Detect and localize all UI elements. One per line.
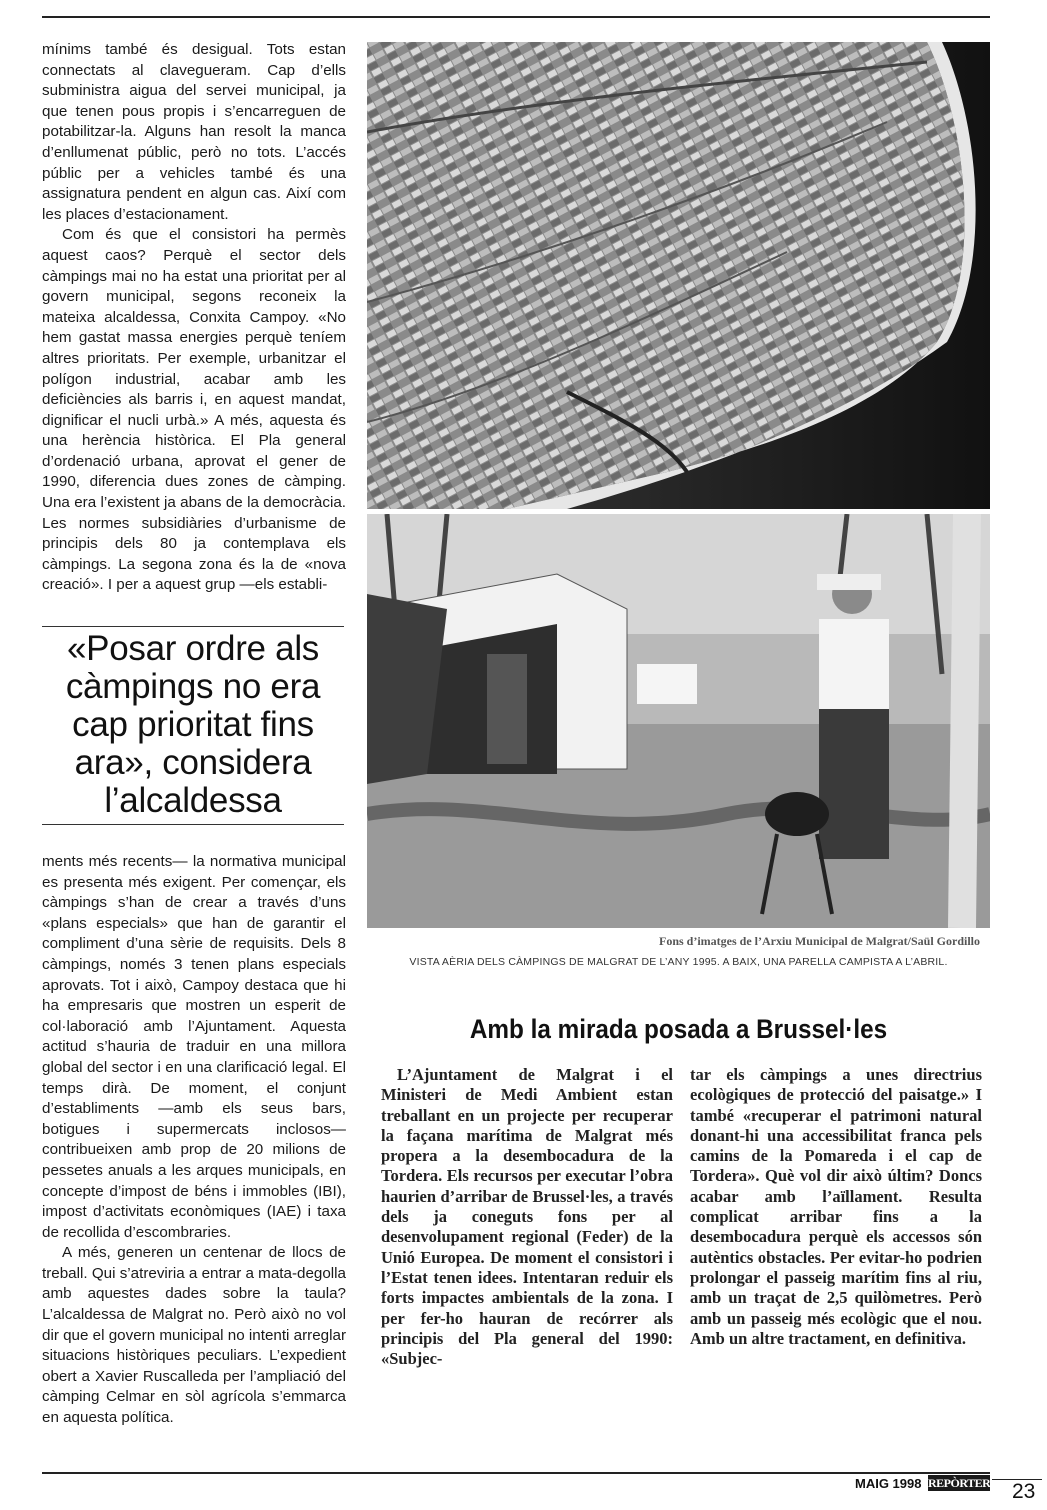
page-number: 23 (1012, 1480, 1036, 1503)
article-paragraph: Com és que el consistori ha permès aquest caos? Perquè el sector dels càmpings mai no ha estat una prioritat per al govern municipal, segons reconeix la mateixa alcaldessa, Conxita Campoy. «No hem gastat massa energies perquè teníem altres prioritats. Per exemple, urbanitzar el polígon industrial, acabar amb les deficiències als barris i, en aquest mandat, dignificar el nucli urbà.» A més, aquesta és una herència històrica. El Pla general d’ordenació urbana, aprovat el gener de 1990, diferencia dues zones de càmping. Una era l’existent ja abans de la democràcia. Les normes subsidiàries d’urbanisme de principis dels 80 ja contemplava els càmpings. La segona zona és la de «nova creació». I per a aquest grup —els establi- (42, 226, 346, 594)
pullquote-bottom-rule (42, 824, 344, 825)
issue-date: MAIG 1998 (855, 1476, 922, 1491)
pullquote: «Posar ordre als càmpings no era cap prioritat fins ara», considera l’alcaldessa (65, 629, 321, 820)
article-paragraph: mínims també és desigual. Tots estan connectats al clavegueram. Cap d’ells subministra aigua del servei municipal, ja que tenen pous propis i s’encarreguen de potabilitzar-la. Alguns han resolt la manca d’enllumenat públic, però no tots. L’accés públic per a vehicles també és una assignatura pendent en algun cas. Així com les places d’estacionament. (42, 41, 346, 223)
article-column-1 (42, 40, 346, 596)
bottom-rule (42, 1472, 990, 1474)
sidebar-column-2: tar els càmpings a unes directrius ecològiques de protecció del paisatge.» I també «recuperar el patrimoni natural donant-hi una accessibilitat franca pels camins de la Pomareda i el cap de Tordera». Què vol dir això últim? Doncs acabar amb l’aïllament. Resulta complicat arribar fins a la desembocadura perquè els accessos són autèntics obstacles. Per evitar-ho podrien prolongar el passeig marítim fins al riu, amb un traçat de 2,5 quilòmetres. Però amb un passeig més ecològic que el nou. Amb un altre tractament, en definitiva. (690, 1065, 982, 1348)
camping-couple-photo (367, 514, 990, 928)
article-paragraph: A més, generen un centenar de llocs de treball. Qui s’atreviria a entrar a mata-degolla amb aquestes dades sobre la taula? L’alcaldessa de Malgrat no. Però això no vol dir que el govern municipal no intenti arreglar situacions històriques peculiars. L’expedient obert a Xavier Ruscalleda per l’ampliació del càmping Celmar en sòl agrícola s’emmarca en aquesta política. (42, 1244, 346, 1427)
article-paragraph: ments més recents— la normativa municipal es presenta més exigent. Per començar, els càmpings s’han de crear a través d’uns «plans especials» que han de garantir el compliment d’una sèrie de requisits. Dels 8 càmpings, només 3 tenen plans especials aprovats. Tot i això, Campoy destaca que hi ha empresaris que mostren un esperit de col·laboració amb l’Ajuntament. Aquesta actitud s’hauria de traduir en una millora global del sector i en una clarificació legal. El temps dirà. De moment, el conjunt d’establiments —amb els seus bars, botigues i supermercats inclosos— contribueixen amb prop de 20 milions de pessetes anuals a les arques municipals, en concepte d’impost de béns i immobles (IBI), impost d’activitats econòmiques (IAE) i taxa de recollida d’escombraries. (42, 853, 346, 1241)
aerial-campsites-photo (367, 42, 990, 509)
pullquote-top-rule (42, 626, 344, 627)
article-column-2 (42, 852, 346, 1429)
photo-caption: VISTA AÈRIA DELS CÀMPINGS DE MALGRAT DE L’ANY 1995. A BAIX, UNA PARELLA CAMPISTA A L’ABRIL. (409, 956, 948, 968)
magazine-logo: REPÒRTER (928, 1476, 991, 1490)
top-rule (42, 16, 990, 18)
sidebar-title: Amb la mirada posada a Brussel·les (469, 1014, 888, 1044)
sidebar-column-1: L’Ajuntament de Malgrat i el Ministeri de Medi Ambient estan treballant en un projecte per recuperar la façana marítima de Malgrat més propera a la desembocadura de la Tordera. Els recursos per executar l’obra haurien d’arribar de Brussel·les, a través dels ja coneguts fons per al desenvolupament regional (Feder) de la Unió Europea. De moment el consistori i l’Estat tenen idees. Intentaran reduir els forts impactes ambientals de la zona. I per fer-ho hauran de recórrer als principis del Pla general del 1990: «Subjec- (381, 1065, 673, 1369)
photo-credit: Fons d’imatges de l’Arxiu Municipal de Malgrat/Saül Gordillo (658, 934, 980, 948)
